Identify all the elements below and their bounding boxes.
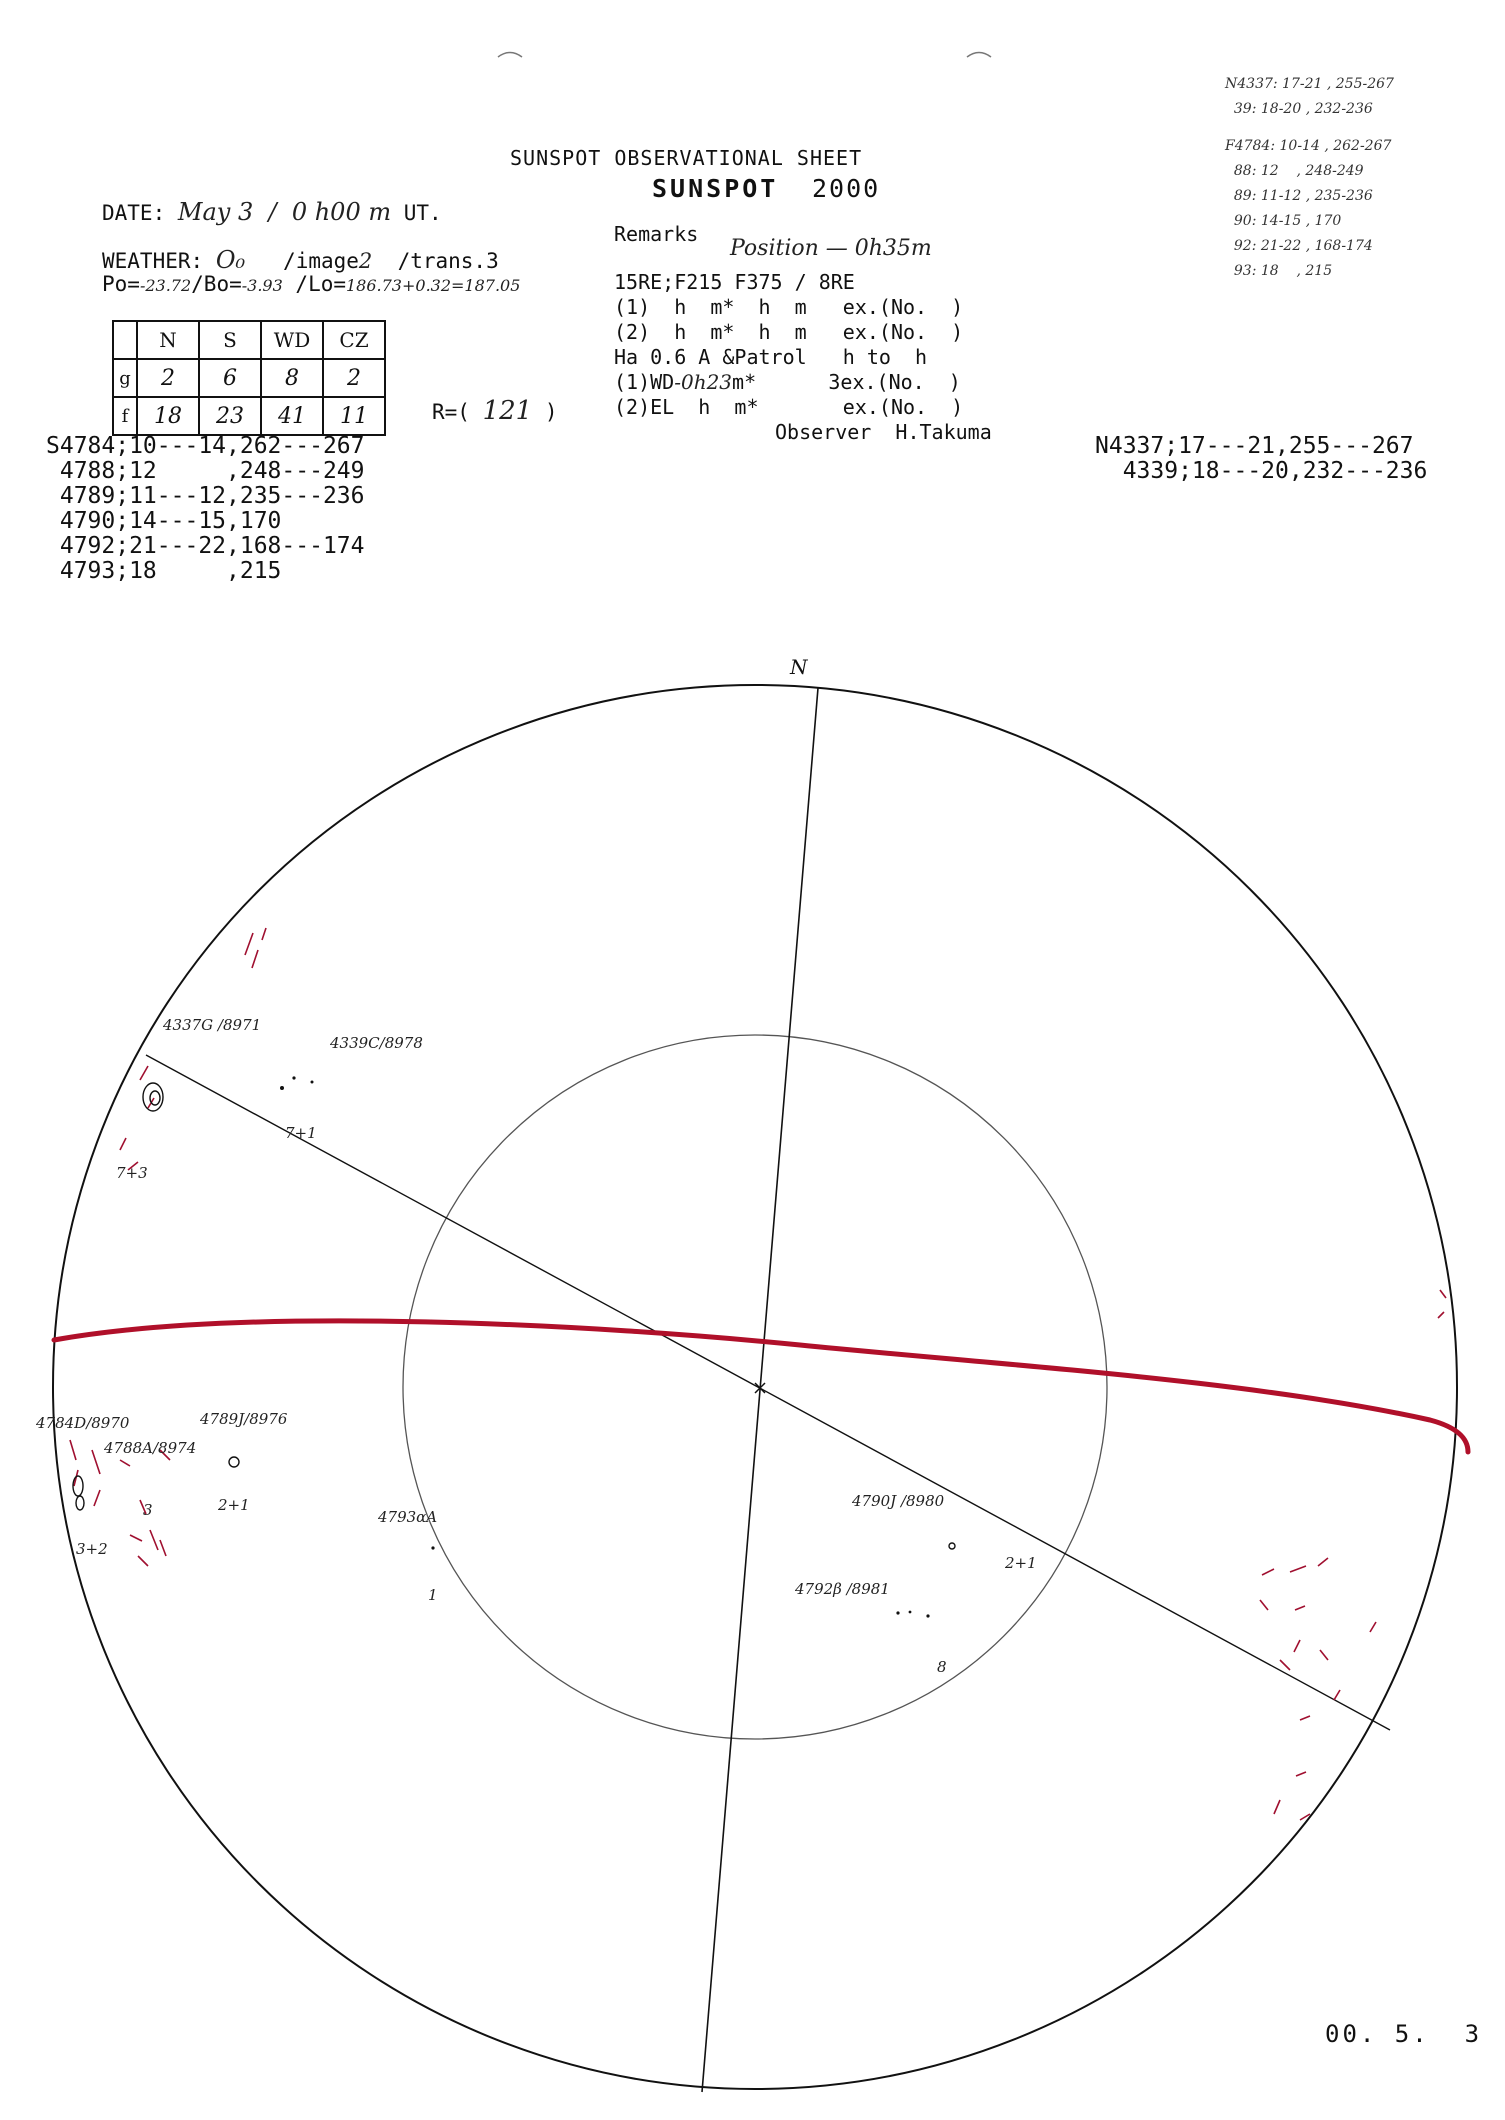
position-note: Position — 0h35m: [730, 236, 932, 261]
observer-line: Observer H.Takuma: [775, 420, 992, 444]
label-4793: 4793αA: [378, 1508, 438, 1526]
spot-group-4337-marks: [120, 928, 266, 1170]
lo-label: /Lo=: [295, 272, 346, 296]
bo-label: /Bo=: [191, 272, 242, 296]
sheet-title: SUNSPOT OBSERVATIONAL SHEET: [510, 146, 863, 170]
weather-label: WEATHER:: [102, 249, 204, 273]
corner-note: 93: 18 , 215: [1225, 263, 1333, 279]
r-label: R=(: [432, 400, 470, 424]
corner-note: 92: 21-22 , 168-174: [1225, 238, 1373, 254]
diagonal-reference-line: [146, 1055, 1390, 1730]
trans-label: /trans.3: [397, 249, 499, 273]
col-s: S: [199, 321, 261, 359]
bo-value: -3.93: [241, 276, 283, 295]
f-s-value: 23: [199, 397, 261, 435]
sunspot-logo-word: SUNSPOT: [652, 174, 779, 203]
label-4789-count: 2+1: [218, 1496, 250, 1514]
g-cz-value: 2: [323, 359, 385, 397]
north-label: N: [790, 655, 808, 679]
g-s-value: 6: [199, 359, 261, 397]
po-label: Po=: [102, 272, 140, 296]
remarks-line: (1) h m* h m ex.(No. ): [614, 295, 964, 319]
punch-mark: [967, 53, 991, 58]
remarks-line: 15RE;F215 F375 / 8RE: [614, 270, 855, 294]
south-group-row: 4793;18 ,215: [46, 558, 282, 584]
row-label-f: f: [113, 397, 137, 435]
wd-time: -0h23: [674, 370, 733, 394]
corner-note: 90: 14-15 , 170: [1225, 213, 1342, 229]
g-n-value: 2: [137, 359, 199, 397]
weather-value: O₀: [215, 246, 246, 274]
north-group-row: N4337;17---21,255---267: [1095, 433, 1414, 459]
wd-rest: m* 3ex.(No. ): [732, 370, 961, 394]
col-n: N: [137, 321, 199, 359]
image-value: 2: [358, 249, 373, 273]
label-4784-count: 3+2: [76, 1540, 108, 1558]
spot-sketches: [73, 1083, 955, 1549]
label-4337: 4337G /8971: [163, 1016, 262, 1034]
label-4788-count: 3: [143, 1501, 153, 1519]
lo-value: 186.73+0.32=187.05: [346, 276, 521, 295]
spot-group-east-limb-marks: [1260, 1290, 1446, 1820]
corner-note: F4784: 10-14 , 262-267: [1225, 138, 1392, 154]
col-wd: WD: [261, 321, 323, 359]
label-4790: 4790J /8980: [852, 1492, 945, 1510]
f-cz-value: 11: [323, 397, 385, 435]
south-group-row: S4784;10---14,262---267: [46, 433, 365, 459]
date-label: DATE:: [102, 201, 166, 225]
label-4788: 4788A/8974: [104, 1439, 197, 1457]
corner-note: 89: 11-12 , 235-236: [1225, 188, 1373, 204]
remarks-label: Remarks: [614, 222, 699, 246]
corner-note: N4337: 17-21 , 255-267: [1225, 76, 1394, 92]
row-label-g: g: [113, 359, 137, 397]
south-group-row: 4792;21---22,168---174: [46, 533, 365, 559]
date-value: May 3 / 0 h00 m: [177, 198, 392, 226]
punch-mark: [498, 53, 522, 58]
remarks-line: (2)EL h m* ex.(No. ): [614, 395, 964, 419]
inner-reference-circle: [403, 1035, 1107, 1739]
wd-prefix: (1)WD: [614, 370, 675, 394]
po-value: -23.72: [139, 276, 192, 295]
north-group-row: 4339;18---20,232---236: [1095, 458, 1428, 484]
label-4789: 4789J/8976: [200, 1410, 288, 1428]
label-4790-count: 2+1: [1005, 1554, 1037, 1572]
label-4339: 4339C/8978: [330, 1034, 423, 1052]
remarks-line: (2) h m* h m ex.(No. ): [614, 320, 964, 344]
r-close: ): [544, 400, 558, 424]
label-4337-count: 7+3: [116, 1164, 148, 1182]
label-4792-count: 8: [937, 1658, 947, 1676]
corner-note: 39: 18-20 , 232-236: [1225, 101, 1373, 117]
label-4339-count: 7+1: [285, 1124, 317, 1142]
sunspot-logo-year: 2000: [812, 174, 881, 203]
f-wd-value: 41: [261, 397, 323, 435]
footer-date-stamp: 00. 5. 3: [1325, 2020, 1483, 2048]
ns-axis-line: [702, 688, 818, 2092]
image-label: /image: [283, 249, 359, 273]
south-group-row: 4788;12 ,248---249: [46, 458, 365, 484]
date-suffix: UT.: [403, 201, 442, 225]
south-group-row: 4790;14---15,170: [46, 508, 282, 534]
south-group-row: 4789;11---12,235---236: [46, 483, 365, 509]
label-4792: 4792β /8981: [795, 1580, 890, 1598]
remarks-line: Ha 0.6 A &Patrol h to h: [614, 345, 928, 369]
f-n-value: 18: [137, 397, 199, 435]
col-cz: CZ: [323, 321, 385, 359]
r-value: 121: [482, 396, 533, 426]
label-4784: 4784D/8970: [36, 1414, 130, 1432]
corner-note: 88: 12 , 248-249: [1225, 163, 1364, 179]
label-4793-count: 1: [428, 1586, 438, 1604]
g-wd-value: 8: [261, 359, 323, 397]
